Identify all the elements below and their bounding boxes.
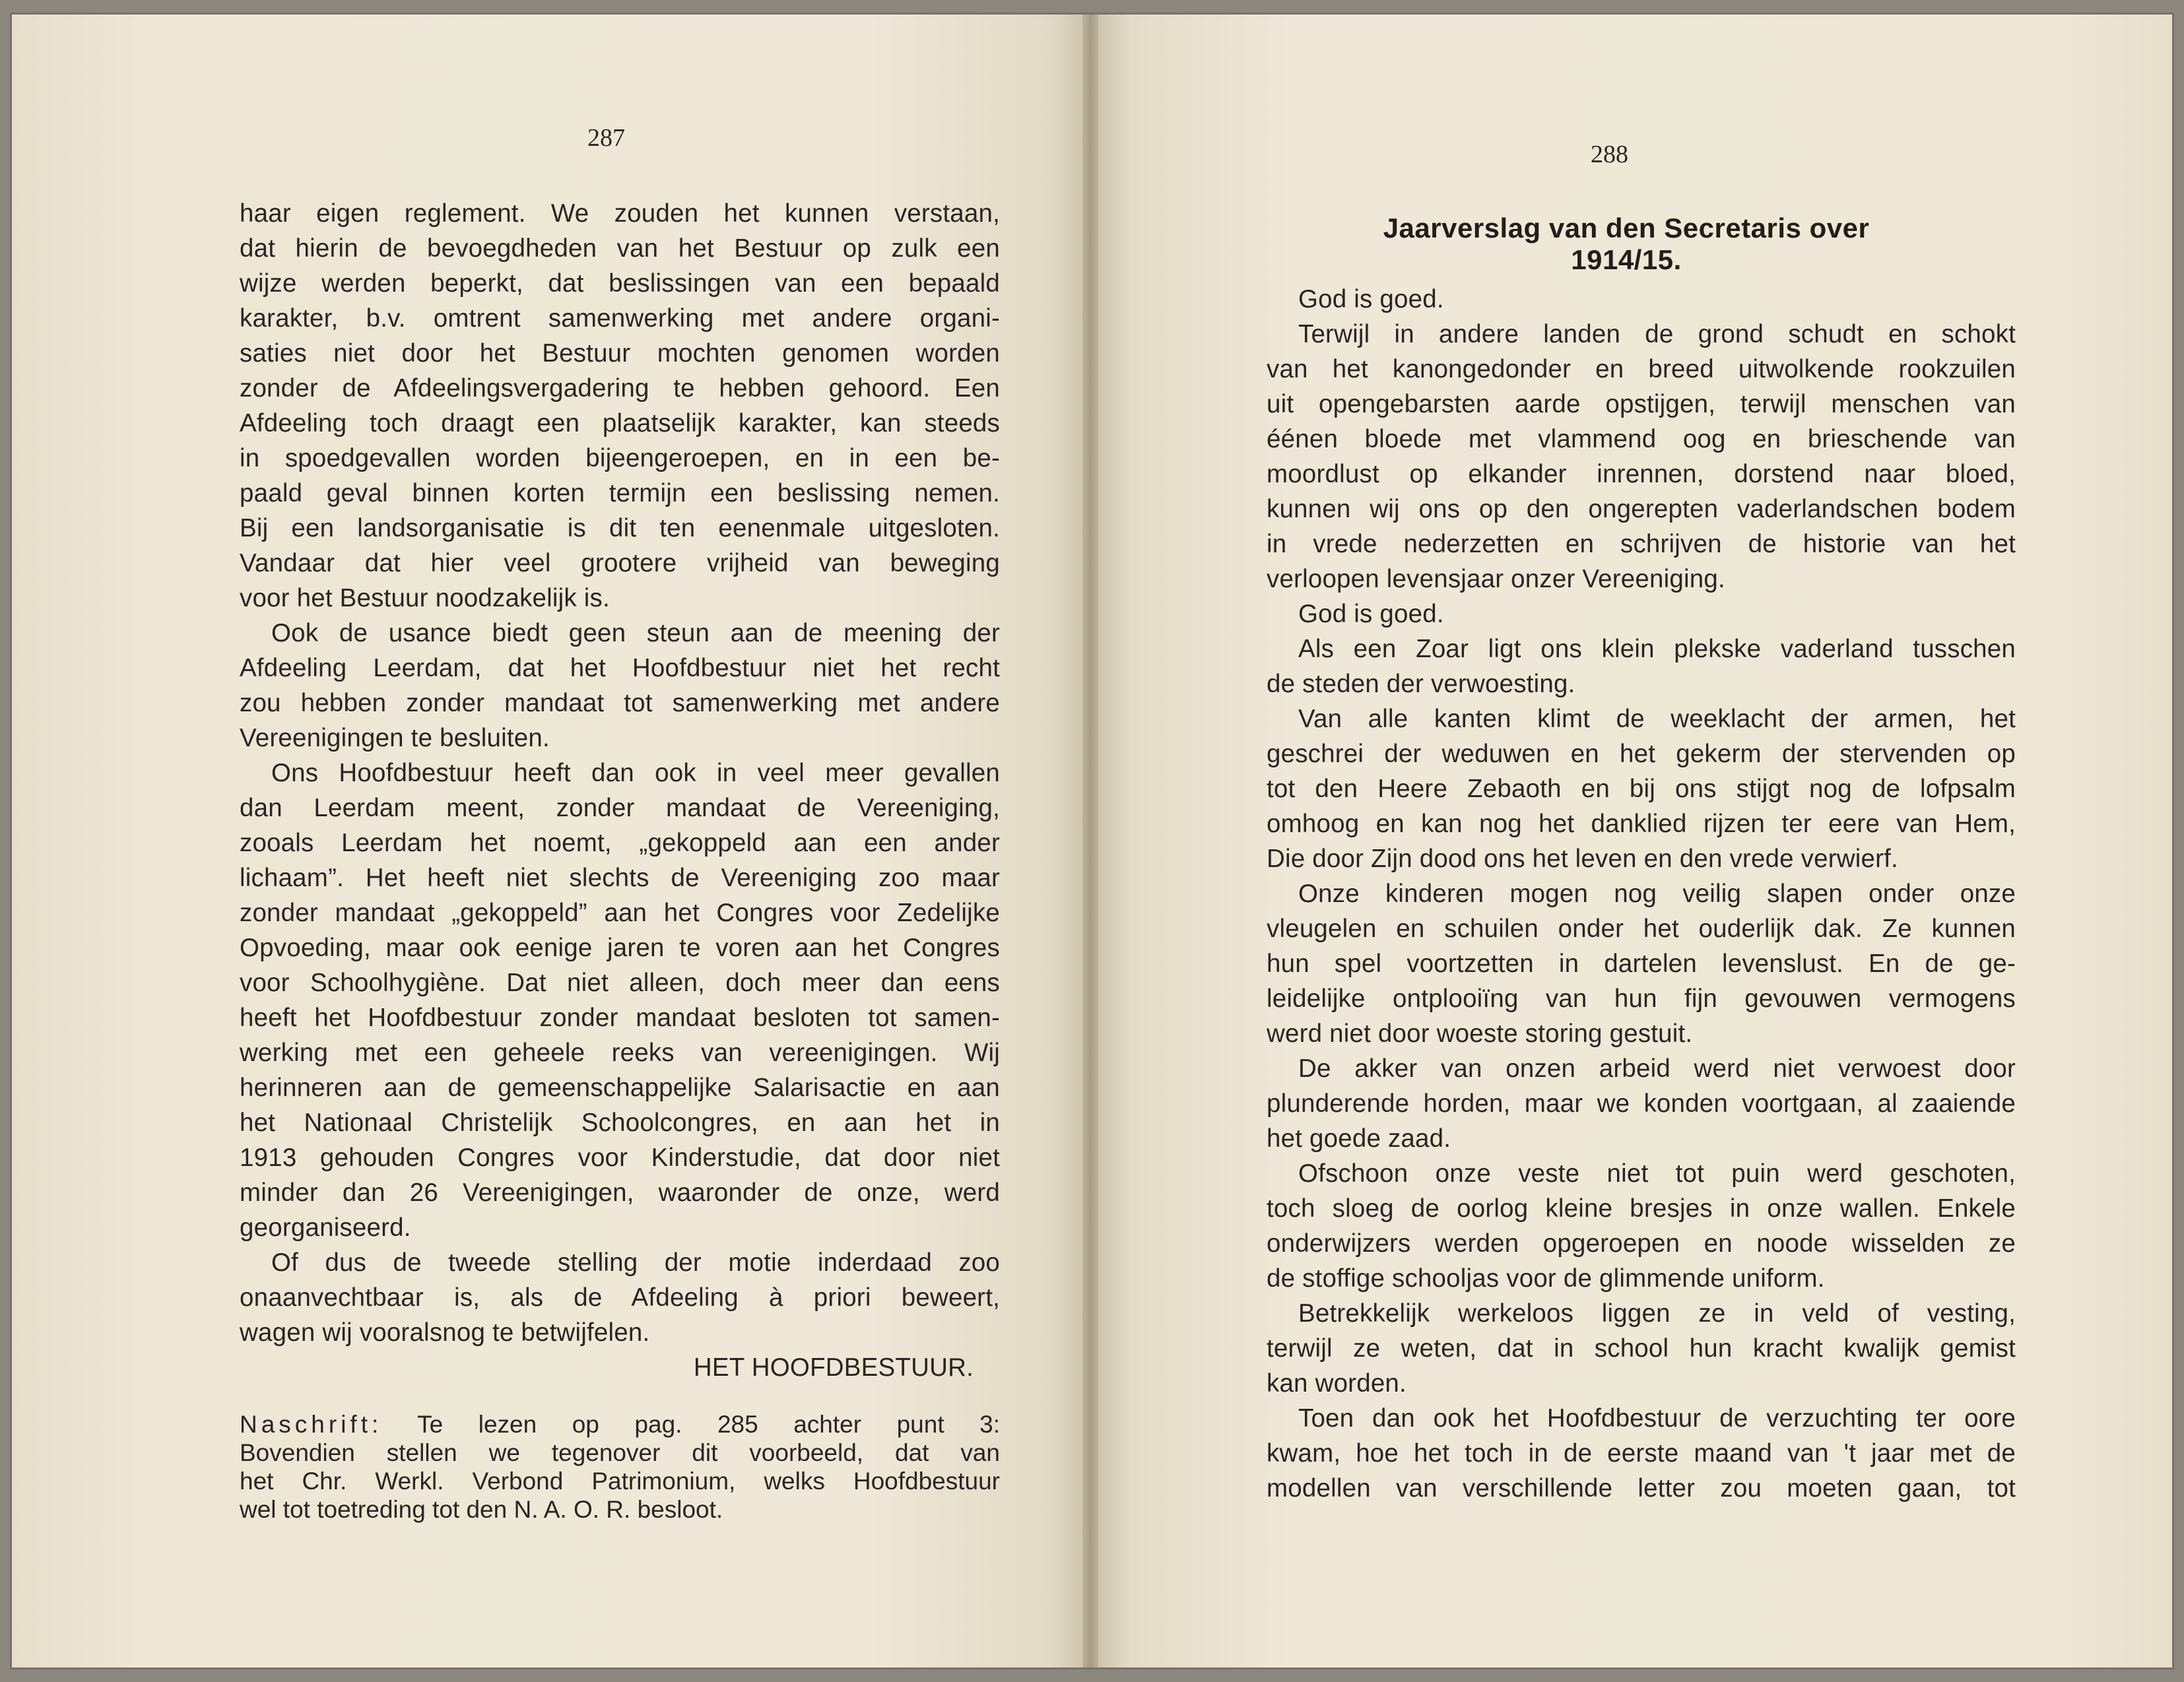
text-line: vleugelen en schuilen onder het ouderlijk dak. Ze kunnen: [1267, 915, 2016, 943]
text-line: hun spel voortzetten in dartelen levenslust. En de ge-: [1267, 950, 2016, 978]
text-line: Ons Hoofdbestuur heeft dan ook in veel meer gevallen: [271, 759, 1000, 787]
postscript-line: Te lezen op pag. 285 achter punt 3:: [417, 1411, 1000, 1438]
text-line: in vrede nederzetten en schrijven de historie van het: [1267, 530, 2016, 558]
text-line: Bij een landsorganisatie is dit ten eenenmale uitgesloten.: [240, 514, 1000, 542]
text-line: kwam, hoe het toch in de eerste maand van 't jaar met de: [1267, 1439, 2016, 1468]
text-line: Of dus de tweede stelling der motie inderdaad zoo: [271, 1248, 1000, 1277]
text-line: Onze kinderen mogen nog veilig slapen onder onze: [1298, 880, 2016, 908]
text-line: onderwijzers werden opgeroepen en noode wisselden ze: [1267, 1229, 2016, 1258]
text-line: voor Schoolhygiène. Dat niet alleen, doch meer dan eens: [240, 969, 1000, 997]
text-line: georganiseerd.: [240, 1213, 411, 1242]
text-line: Ook de usance biedt geen steun aan de meening der: [271, 619, 1000, 647]
right-page: [1098, 15, 2172, 1667]
text-line: dan Leerdam meent, zonder mandaat de Vereeniging,: [240, 794, 1000, 822]
text-line: éénen bloede met vlammend oog en brieschende van: [1267, 425, 2016, 453]
text-line: onaanvechtbaar is, als de Afdeeling à priori beweert,: [240, 1283, 1000, 1312]
text-line: moordlust op elkander inrennen, dorstend naar bloed,: [1267, 460, 2016, 488]
text-line: Van alle kanten klimt de weeklacht der armen, het: [1298, 705, 2016, 733]
chapter-title: Jaarverslag van den Secretaris over 1914/15.: [1383, 212, 1870, 275]
text-line: de stoffige schooljas voor de glimmende uniform.: [1267, 1264, 1825, 1293]
postscript: [240, 1410, 1000, 1524]
text-line: kan worden.: [1267, 1369, 1406, 1398]
text-line: kunnen wij ons op den ongerepten vaderlandschen bodem: [1267, 495, 2016, 523]
text-line: minder dan 26 Vereenigingen, waaronder de onze, werd: [240, 1179, 1000, 1207]
text-line: het goede zaad.: [1267, 1124, 1451, 1153]
text-line: Opvoeding, maar ook eenige jaren te voren aan het Congres: [240, 934, 1000, 962]
text-line: Toen dan ook het Hoofdbestuur de verzuchting ter oore: [1298, 1404, 2016, 1433]
text-line: uit opengebarsten aarde opstijgen, terwijl menschen van: [1267, 390, 2016, 418]
postscript-line: het Chr. Werkl. Verbond Patrimonium, welks Hoofdbestuur: [240, 1468, 1000, 1495]
page-number: 287: [587, 124, 625, 152]
text-line: tot den Heere Zebaoth en bij ons stijgt nog de lofpsalm: [1267, 775, 2016, 803]
text-line: Als een Zoar ligt ons klein plekske vaderland tusschen: [1298, 635, 2016, 663]
text-line: Ofschoon onze veste niet tot puin werd geschoten,: [1298, 1159, 2016, 1188]
text-line: werd niet door woeste storing gestuit.: [1267, 1019, 1693, 1048]
text-line: omhoog en kan nog het danklied rijzen ter eere van Hem,: [1267, 810, 2016, 838]
postscript-line: Bovendien stellen we tegenover dit voorbeeld, dat van: [240, 1439, 1000, 1466]
left-page-body: [240, 196, 1000, 1385]
text-line: Terwijl in andere landen de grond schudt en schokt: [1298, 320, 2016, 348]
text-line: De akker van onzen arbeid werd niet verwoest door: [1298, 1054, 2016, 1083]
text-line: terwijl ze weten, dat in school hun kracht kwalijk gemist: [1267, 1334, 2016, 1363]
text-line: modellen van verschillende letter zou moeten gaan, tot: [1267, 1474, 2016, 1503]
text-line: Afdeeling toch draagt een plaatselijk karakter, kan steeds: [240, 409, 1000, 437]
page-number: 288: [1591, 141, 1628, 168]
text-line: lichaam”. Het heeft niet slechts de Vereeniging zoo maar: [240, 864, 1000, 892]
text-line: zou hebben zonder mandaat tot samenwerking met andere: [240, 689, 1000, 717]
text-line: verloopen levensjaar onzer Vereeniging.: [1267, 565, 1725, 593]
text-line: werking met een geheele reeks van vereenigingen. Wij: [240, 1039, 1000, 1067]
text-line: wijze werden beperkt, dat beslissingen van een bepaald: [240, 269, 1000, 298]
text-line: zonder de Afdeelingsvergadering te hebben gehoord. Een: [240, 374, 1000, 403]
text-line: Die door Zijn dood ons het leven en den vrede verwierf.: [1267, 845, 1898, 873]
text-line: plunderende horden, maar we konden voortgaan, al zaaiende: [1267, 1089, 2016, 1118]
text-line: God is goed.: [1298, 600, 1444, 628]
text-line: heeft het Hoofdbestuur zonder mandaat besloten tot samen-: [240, 1004, 1000, 1032]
text-line: voor het Bestuur noodzakelijk is.: [240, 584, 610, 612]
text-line: haar eigen reglement. We zouden het kunnen verstaan,: [240, 199, 1000, 228]
text-line: van het kanongedonder en breed uitwolkende rookzuilen: [1267, 355, 2016, 383]
text-line: herinneren aan de gemeenschappelijke Salarisactie en aan: [240, 1074, 1000, 1102]
right-page-body: [1267, 282, 2016, 1506]
text-line: saties niet door het Bestuur mochten genomen worden: [240, 339, 1000, 368]
text-line: dat hierin de bevoegdheden van het Bestuur op zulk een: [240, 234, 1000, 263]
text-line: Vereenigingen te besluiten.: [240, 724, 550, 752]
text-line: zooals Leerdam het noemt, „gekoppeld aan een ander: [240, 829, 1000, 857]
text-line: karakter, b.v. omtrent samenwerking met andere organi-: [240, 304, 1000, 333]
postscript-line: wel tot toetreding tot den N. A. O. R. besloot.: [240, 1496, 723, 1523]
text-line: het Nationaal Christelijk Schoolcongres, en aan het in: [240, 1109, 1000, 1137]
text-line: paald geval binnen korten termijn een beslissing nemen.: [240, 479, 1000, 507]
signature: HET HOOFDBESTUUR.: [693, 1353, 974, 1382]
text-line: Betrekkelijk werkeloos liggen ze in veld of vesting,: [1298, 1299, 2016, 1328]
text-line: zonder mandaat „gekoppeld” aan het Congres voor Zedelijke: [240, 899, 1000, 927]
left-page: [12, 15, 1082, 1667]
text-line: toch sloeg de oorlog kleine bresjes in onze wallen. Enkele: [1267, 1194, 2016, 1223]
book-spread: [12, 15, 2172, 1667]
text-line: Afdeeling Leerdam, dat het Hoofdbestuur niet het recht: [240, 654, 1000, 682]
text-line: in spoedgevallen worden bijeengeroepen, en in een be-: [240, 444, 1000, 472]
postscript-label: Naschrift:: [240, 1411, 383, 1438]
book-gutter: [1082, 15, 1098, 1667]
text-line: God is goed.: [1298, 285, 1444, 313]
text-line: de steden der verwoesting.: [1267, 670, 1575, 698]
text-line: wagen wij vooralsnog te betwijfelen.: [240, 1318, 650, 1347]
text-line: geschrei der weduwen en het gekerm der stervenden op: [1267, 740, 2016, 768]
text-line: Vandaar dat hier veel grootere vrijheid van beweging: [240, 549, 1000, 577]
text-line: leidelijke ontplooiïng van hun fijn gevouwen vermogens: [1267, 985, 2016, 1013]
text-line: 1913 gehouden Congres voor Kinderstudie, dat door niet: [240, 1144, 1000, 1172]
